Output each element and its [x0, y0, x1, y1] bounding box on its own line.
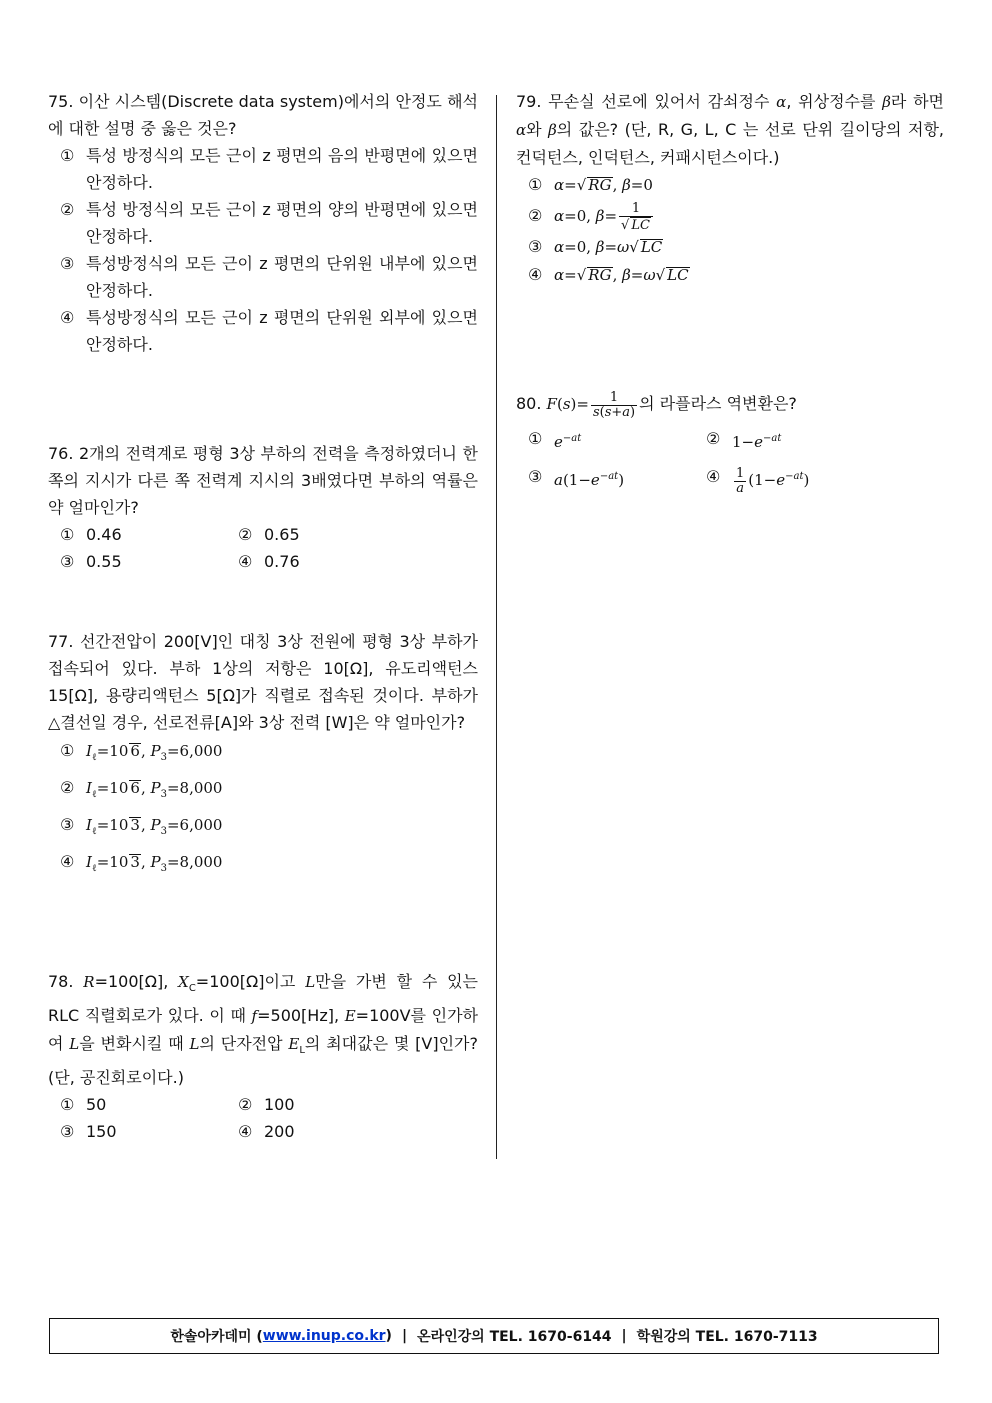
question-stem: 79. 무손실 선로에 있어서 감쇠정수 α, 위상정수를 β라 하면 α와 β의 값은? (단, R, G, L, C 는 선로 단위 길이당의 저항, 컨덕턴스, 인덕턴스, 커패시턴스이다.) [516, 92, 944, 167]
option-2[interactable]: ② $I_\ell=10$ 6, $P_3=8,000$ [60, 778, 223, 800]
option-2[interactable]: ② 특성 방정식의 모든 근이 z 평면의 양의 반평면에 있으면 안정하다. [60, 200, 478, 246]
question-79 [516, 88, 944, 289]
option-3[interactable]: ③ 특성방정식의 모든 근이 z 평면의 단위원 내부에 있으면 안정하다. [60, 254, 478, 300]
question-77 [48, 628, 478, 884]
column-divider [496, 95, 497, 1159]
sqrt-value: 6 [130, 779, 140, 797]
option-2[interactable]: ② $1-e^{-at}$ [706, 429, 782, 451]
option-4[interactable]: ④ α=√ RG, β=ω√ LC [528, 265, 689, 284]
option-2[interactable]: ② 0.65 [238, 525, 300, 544]
separator: | [401, 1328, 408, 1344]
question-75 [48, 88, 478, 358]
option-2[interactable]: ② α=0, β= $\frac{1}{√ LC}$ [516, 199, 944, 233]
sqrt-value: 3 [130, 816, 140, 834]
question-80 [516, 386, 944, 500]
option-1[interactable]: ① 50 [60, 1095, 107, 1115]
question-78 [48, 968, 478, 1145]
question-stem: 76. 2개의 전력계로 평형 3상 부하의 전력을 측정하였더니 한쪽의 지시가 다른 쪽 전력계 지시의 3배였다면 부하의 역률은 약 얼마인가? [48, 444, 478, 517]
question-stem: 80. F(s)= $\frac{1}{s(s+a)}$ 의 라플라스 역변환은? [516, 389, 797, 420]
website-link[interactable]: www.inup.co.kr [262, 1328, 386, 1344]
option-1[interactable]: ① 0.46 [60, 525, 122, 544]
option-1[interactable]: ① 특성 방정식의 모든 근이 z 평면의 음의 반평면에 있으면 안정하다. [60, 146, 478, 192]
separator: | [621, 1328, 627, 1344]
question-stem: 75. 이산 시스템(Discrete data system)에서의 안정도 해석에 대한 설명 중 옳은 것은? [48, 92, 478, 138]
option-4[interactable]: ④ 특성방정식의 모든 근이 z 평면의 단위원 외부에 있으면 안정하다. [60, 308, 478, 354]
question-76 [48, 440, 478, 575]
online-phone: 온라인강의 TEL. 1670-6144 [417, 1329, 612, 1345]
option-3[interactable]: ③ 150 [60, 1122, 117, 1142]
option-1[interactable]: ① α=√ RG, β=0 [528, 175, 653, 194]
question-stem: 77. 선간전압이 200[V]인 대칭 3상 전원에 평형 3상 부하가 접속되어 있다. 부하 1상의 저항은 10[Ω], 유도리액턴스 15[Ω], 용량리액턴스 5[Ω]가 직렬로 접속된 것이다. 부하가 △결선일 경우, 선로전류[A]와 3상 전력 [W]은 약 얼마인가? [48, 632, 478, 732]
option-3[interactable]: ③ 0.55 [60, 552, 122, 571]
option-4[interactable]: ④ $I_\ell=10$ 3, $P_3=8,000$ [60, 852, 223, 874]
option-4[interactable]: ④ 200 [238, 1122, 295, 1142]
option-3[interactable]: ③ $I_\ell=10$ 3, $P_3=6,000$ [60, 815, 223, 837]
sqrt-value: 6 [130, 742, 140, 760]
footer-bar: 한솔아카데미 ( www.inup.co.kr ) | 온라인강의 TEL. 1670-6144 | 학원강의 TEL. 1670-7113 [49, 1318, 939, 1354]
option-1[interactable]: ① $e^{-at}$ [528, 429, 582, 451]
offline-phone: 학원강의 TEL. 1670-7113 [636, 1329, 818, 1345]
question-stem: 78. R=100[Ω], $X_C=100[\Omega]$이고 L만을 가변 할 수 있는 RLC 직렬회로가 있다. 이 때 f=500[Hz], E=100V를 인가하여 L을 변화시킬 때 L의 단자전압 $E_L$의 최대값은 몇 [V]인가?(단, 공진회로이다.) [48, 972, 479, 1088]
option-1[interactable]: ① $I_\ell=10$ 6, $P_3=6,000$ [60, 741, 223, 763]
option-3[interactable]: ③ $a(1-e^{-at})$ [528, 467, 625, 489]
option-3[interactable]: ③ α=0, β=ω√ LC [528, 237, 663, 256]
sqrt-value: 3 [130, 853, 140, 871]
academy-name: 한솔아카데미 ( [170, 1329, 263, 1345]
option-4[interactable]: ④ 0.76 [238, 552, 300, 571]
option-2[interactable]: ② 100 [238, 1095, 295, 1115]
option-4[interactable]: ④ $\frac{1}{a}$ $(1-e^{-at})$ [706, 465, 810, 496]
